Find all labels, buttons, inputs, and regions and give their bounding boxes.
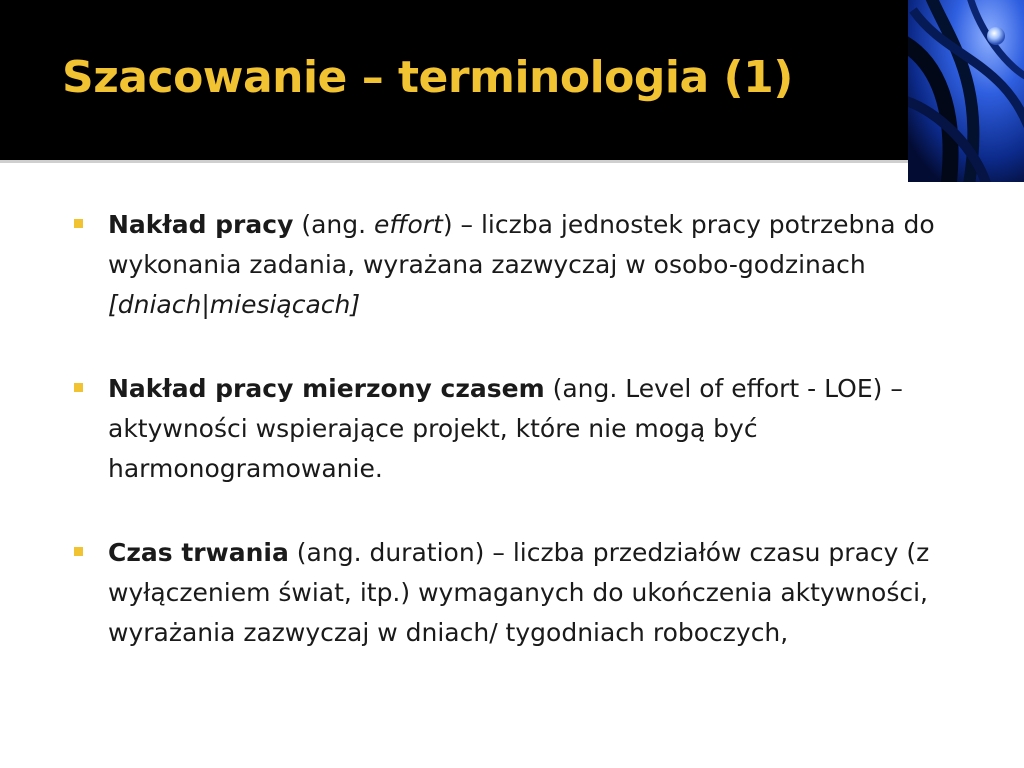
italic-term: effort bbox=[374, 210, 443, 239]
definition-text: (ang. duration) – liczba przedziałów czasu pracy (z wyłączeniem świat, itp.) wymaganych do ukończenia aktywności, wyrażania zazwyczaj w dniach/ tygodniach roboczych, bbox=[108, 538, 930, 647]
term-duration: Czas trwania bbox=[108, 538, 289, 567]
definition-text: (ang. bbox=[293, 210, 375, 239]
definition-text: (ang. Level of effort - LOE) – aktywności wspierające projekt, które nie mogą być harmonogramowanie. bbox=[108, 374, 903, 483]
list-item-loe bbox=[70, 369, 960, 489]
slide-title: Szacowanie – terminologia (1) bbox=[62, 52, 793, 103]
bullet-icon bbox=[74, 547, 83, 556]
bullet-icon bbox=[74, 383, 83, 392]
slide-header bbox=[0, 0, 1024, 160]
italic-unit: [dniach bbox=[108, 290, 202, 319]
term-effort: Nakład pracy bbox=[108, 210, 294, 239]
blue-cables-image bbox=[908, 0, 1024, 182]
bullet-list bbox=[70, 205, 960, 697]
definition-text: ) – liczba jednostek pracy potrzebna do wykonania zadania, wyrażana zazwyczaj w osobo-godzinach bbox=[108, 210, 935, 279]
list-item-duration bbox=[70, 533, 960, 653]
italic-unit: miesiącach] bbox=[209, 290, 361, 319]
separator-text: | bbox=[201, 290, 210, 319]
header-divider bbox=[0, 160, 908, 163]
term-loe: Nakład pracy mierzony czasem bbox=[108, 374, 545, 403]
bullet-icon bbox=[74, 219, 83, 228]
list-item-effort bbox=[70, 205, 960, 325]
